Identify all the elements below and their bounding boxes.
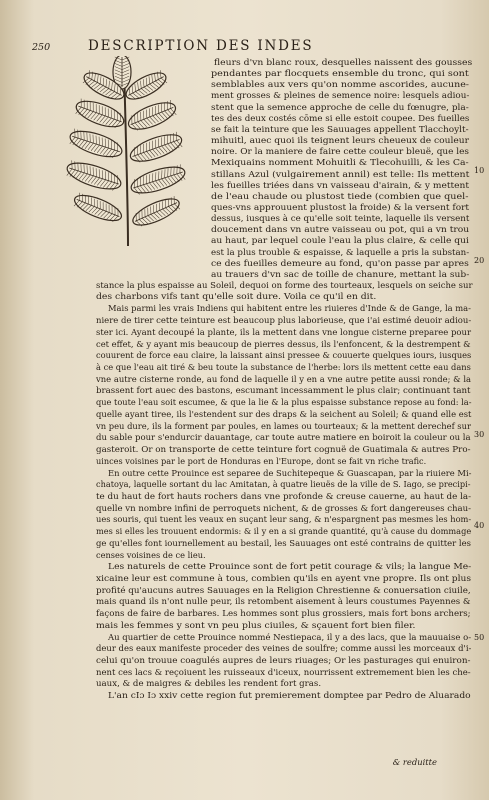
text-line: tes des deux costés cōme si elle estoit coupee. Des fueilles	[211, 112, 470, 123]
text-line: Au quartier de cette Prouince nommé Nestiepaca, il y a des lacs, que la mauuaise o-	[108, 631, 472, 642]
text-line: fleurs d'vn blanc roux, desquelles naissent des gousses	[214, 57, 473, 67]
margin-line-number: 40	[474, 521, 485, 530]
text-line: au haut, par lequel coule l'eau la plus claire, & celle qui	[211, 235, 469, 246]
running-title: DESCRIPTION DES INDES	[88, 38, 314, 54]
text-line: profité qu'aucuns autres Sauuages en la Religion Chrestienne & conuersation ciuile,	[96, 584, 471, 595]
text-line: mihuitl, auec quoi ils teignent leurs cheueux de couleur	[211, 135, 470, 146]
margin-line-number: 10	[474, 166, 485, 175]
text-line: chatoya, laquelle sortant du lac Amitatan, à quatre lieuës de la ville de S. Iago, se precipi-	[96, 479, 471, 490]
text-line: Mais parmi les vrais Indiens qui habitent entre les riuieres d'Inde & de Gange, la ma-	[108, 303, 471, 314]
text-line: Les naturels de cette Prouince sont de fort petit courage & vils; la langue Me-	[108, 561, 472, 572]
text-line: ge qu'elles font iournellement au bestail, les Sauuages ont esté contrains de quitter les	[96, 537, 471, 548]
text-line: te du haut de fort hauts rochers dans vne profonde & creuse cauerne, au haut de la-	[96, 490, 472, 501]
text-line: mais quand ils n'ont nulle peur, ils retombent aisement à leurs coustumes Payennes &	[96, 596, 471, 607]
text-line: uaux, & de maigres & debiles les rendent fort gras.	[96, 678, 322, 689]
text-line: des charbons vifs tant qu'elle soit dure. Voila ce qu'il en dit.	[96, 291, 377, 302]
text-line: L'an cIɔ Iɔ xxiv cette region fut premierement domptee par Pedro de Aluarado	[108, 690, 471, 701]
margin-line-number: 30	[474, 430, 485, 439]
text-line: se fait la teinture que les Sauuages appellent Tlacchoylt-	[211, 123, 469, 134]
text-line: couurent de force eau claire, la laissant ainsi pressee & couuerte quelques iours, iusques	[96, 350, 472, 361]
text-line: niere de tirer cette teinture est beaucoup plus laborieuse, que i'ai estimé deuoir adiou-	[96, 315, 472, 326]
text-line: noire. Or la maniere de faire cette couleur bleuë, que les	[211, 146, 470, 157]
text-line: nent ces lacs & reçoiuent les ruisseaux d'iceux, nourrissent extremement bien les che-	[96, 666, 471, 677]
text-line: que toute l'eau soit escumee, & que la lie & la plus espaisse substance repose au fond: la-	[96, 397, 472, 408]
text-line: semblables aux vers qu'on nomme ascorides, aucune-	[211, 79, 470, 90]
text-line: uinces voisines par le port de Honduras en l'Europe, dont se fait vn riche trafic.	[96, 455, 427, 466]
text-line: stance la plus espaisse au Soleil, dequoi on forme des tourteaux, lesquels on seiche sur	[96, 280, 473, 290]
text-line: au trauers d'vn sac de toille de chanure, mettant la sub-	[211, 268, 470, 279]
text-line: gasteroit. Or on transporte de cette teinture fort cognuë de Guatimala & autres Pro-	[96, 444, 471, 455]
text-line: du sable pour s'endurcir dauantage, car toute autre matiere en boiroit la couleur ou la	[96, 432, 471, 443]
text-line: ques-vns approuuent plustost la froide) & la versent fort	[211, 201, 470, 212]
text-line: ment grosses & pleines de semence noire: lesquels adiou-	[211, 90, 470, 101]
text-line: stillans Azul (vulgairement annil) est telle: Ils mettent	[211, 168, 470, 179]
text-line: les fueilles triées dans vn vaisseau d'airain, & y mettent	[211, 179, 470, 190]
catchword: & reduitte	[392, 757, 437, 767]
folio-number: 250	[32, 42, 51, 53]
pinnate-leaf-woodcut-icon	[58, 56, 193, 251]
text-line: mes si elles les trouuent endormis: & il y en a si grande quantité, qu'à cause du dommage	[96, 526, 472, 537]
text-line: à ce que l'eau ait tiré & beu toute la substance de l'herbe: lors ils mettent cette eau dans	[96, 362, 471, 373]
page-header	[32, 38, 449, 58]
text-line: Mexiquains nomment Mohuitli & Tlecohuilli, & les Ca-	[211, 157, 469, 168]
text-line: vn peu dure, ils la forment par poules, en lames ou tourteaux; & la mettent derechef sur	[96, 420, 471, 431]
text-line: ster ici. Ayant decoupé la plante, ils la mettent dans vne longue cisterne preparee pour	[96, 326, 472, 337]
text-line: ues souris, qui tuent les veaux en suçant leur sang, & n'espargnent pas mesmes les hom-	[96, 514, 472, 525]
text-line: En outre cette Prouince est separee de Suchitepeque & Guascapan, par la riuiere Mi-	[108, 467, 472, 478]
text-line: doucement dans vn autre vaisseau ou pot, qui a vn trou	[211, 224, 470, 235]
margin-line-number: 50	[474, 633, 485, 642]
text-line: mais les femmes y sont vn peu plus ciuiles, & sçauent fort bien filer.	[96, 619, 416, 630]
text-line: de l'eau chaude ou plustost tiede (combien que quel-	[211, 190, 469, 201]
text-line: censes voisines de ce lieu.	[96, 549, 206, 560]
text-line: deur des eaux manifeste proceder des veines de soulfre; comme aussi les morceaux d'i-	[96, 643, 472, 654]
text-line: quelle ayant tiree, ils l'estendent sur des draps & la seichent au Soleil; & quand elle est	[96, 408, 472, 419]
text-line: quelle vn nombre infini de perroquets nichent, & de grosses & fort dangereuses chau-	[96, 502, 472, 513]
margin-line-number: 20	[474, 256, 485, 265]
text-line: vne autre cisterne ronde, au fond de laquelle il y en a vne autre petite aussi ronde; & la	[96, 373, 472, 384]
text-line: dessus, iusques à ce qu'elle soit teinte, laquelle ils versent	[211, 213, 470, 224]
text-line: ce des fueilles demeure au fond, qu'on passe par apres	[211, 257, 469, 268]
text-line: façons de faire de barbares. Les hommes sont plus grossiers, mais fort bons archers;	[96, 608, 471, 619]
text-line: celui qu'on trouue coagulés aupres de leurs riuages; Or les pasturages qui enuiron-	[96, 655, 471, 666]
text-line: pendantes par flocquets ensemble du tronc, qui sont	[211, 68, 469, 79]
text-line: cet effet, & y ayant mis beaucoup de pierres dessus, ils l'enfoncent, & la destrempent &	[96, 338, 471, 349]
text-line: brassent fort auec des bastons, escumant incessamment le plus clair; continuant tant	[96, 385, 471, 396]
text-line: est la plus trouble & espaisse, & laquelle a pris la substan-	[211, 246, 470, 257]
text-line: xicaine leur est commune à tous, combien qu'ils en ayent vne propre. Ils ont plus	[96, 573, 472, 583]
text-line: stent que la semence approche de celle du fœnugre, pla-	[211, 101, 469, 112]
